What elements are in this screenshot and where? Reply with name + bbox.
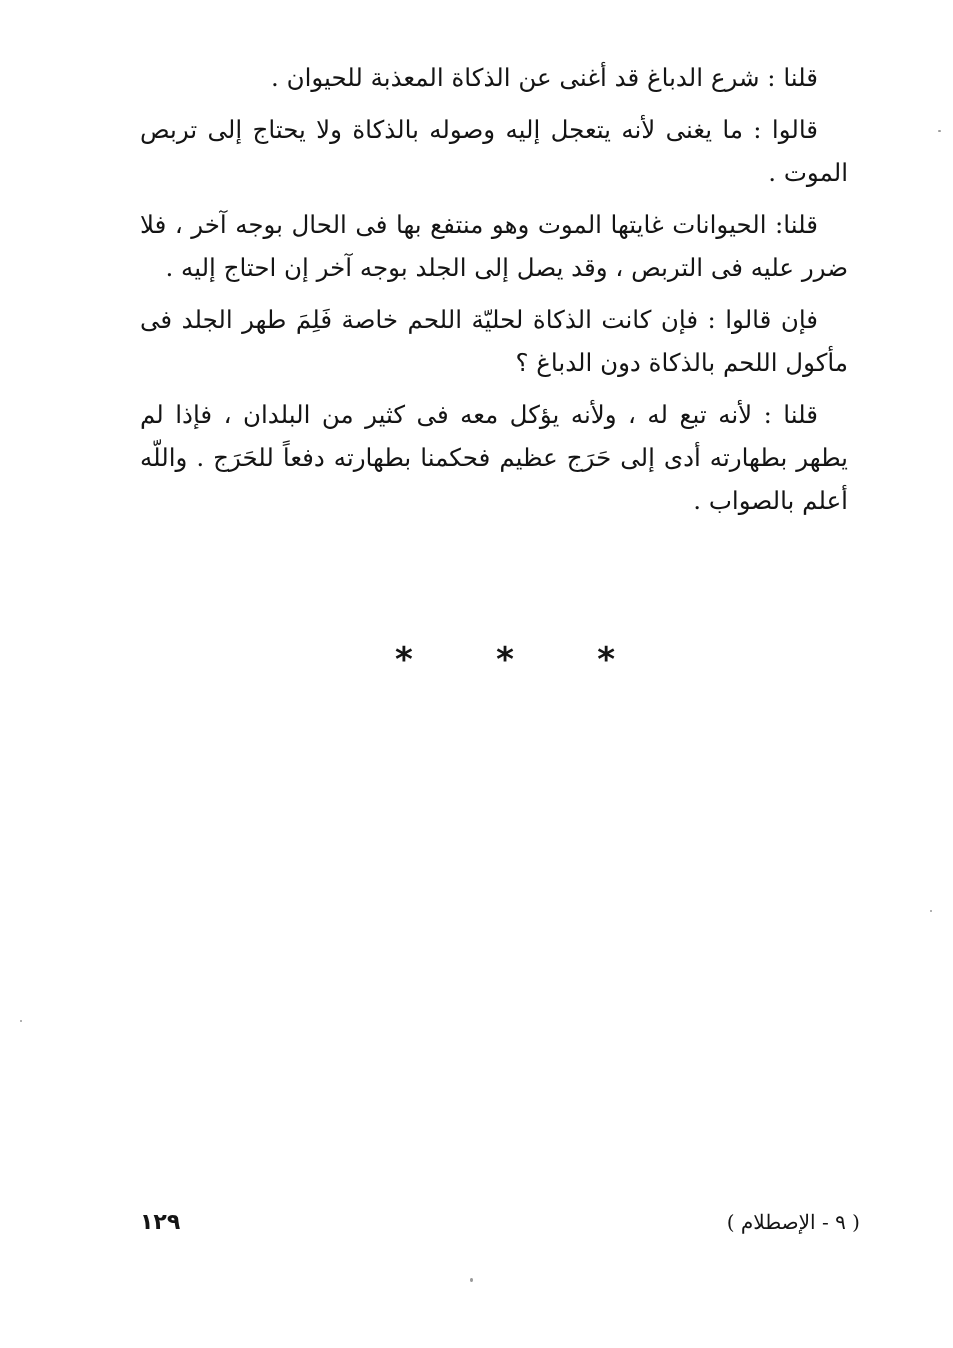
page-footer — [130, 1208, 860, 1244]
body-text — [140, 56, 848, 531]
separator-asterisk-3: * — [597, 640, 615, 680]
paragraph-3: قلنا: الحيوانات غايتها الموت وهو منتفع بها فى الحال بوجه آخر ، فلا ضرر عليه فى التربص ، وقد يصل إلى الجلد بوجه آخر إن احتاج إليه . — [140, 210, 848, 282]
separator-asterisk-2: * — [496, 640, 514, 680]
scan-speck — [938, 130, 941, 132]
paragraph-2: قالوا : ما يغنى لأنه يتعجل إليه وصوله بالذكاة ولا يحتاج إلى تربص الموت . — [140, 115, 848, 187]
section-separator — [395, 640, 615, 680]
separator-asterisk-1: * — [395, 640, 413, 680]
page-number: ١٢٩ — [140, 1210, 181, 1235]
paragraph-1: قلنا : شرع الدباغ قد أغنى عن الذكاة المعذبة للحيوان . — [271, 63, 818, 92]
paragraph-5: قلنا : لأنه تبع له ، ولأنه يؤكل معه فى كثير من البلدان ، فإذا لم يطهر بطهارته أدى إلى حَرَج عظيم فحكمنا بطهارته دفعاً للحَرَج . واللّه أعلم بالصواب . — [140, 400, 848, 515]
scan-speck — [20, 1020, 22, 1022]
scan-speck — [930, 910, 932, 912]
scan-speck — [470, 1278, 473, 1282]
paragraph-4: فإن قالوا : فإن كانت الذكاة لحليّة اللحم خاصة فَلِمَ طهر الجلد فى مأكول اللحم بالذكاة دون الدباغ ؟ — [140, 305, 848, 377]
signature-mark: ( ٩ - الإصطلام ) — [726, 1210, 860, 1234]
